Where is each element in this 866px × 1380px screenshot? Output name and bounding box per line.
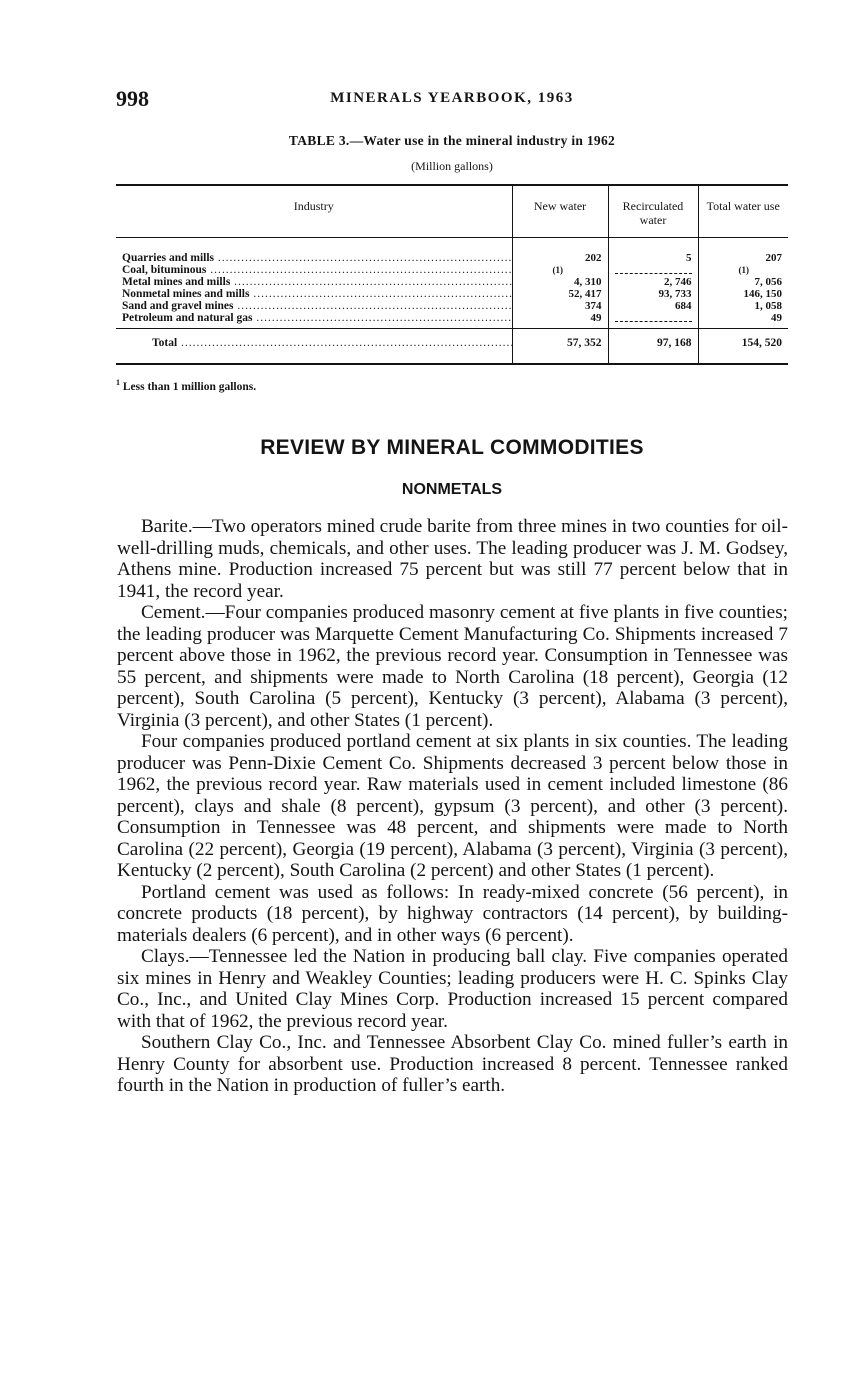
cell-total: 146, 150 xyxy=(698,288,788,300)
paragraph-barite xyxy=(117,516,788,602)
run-in-heading: Cement.— xyxy=(141,602,225,623)
paragraph-text: Southern Clay Co., Inc. and Tennessee Absorbent Clay Co. mined fuller’s earth in Henry County for absorbent use. Production increased 8 percent. Tennessee ranked fourth in the Nation in production of fuller’s earth. xyxy=(117,1032,788,1096)
table-footnote xyxy=(116,378,256,393)
row-industry: Nonmetal mines and mills ..... xyxy=(116,288,512,300)
cell-recirculated: 5 xyxy=(608,238,698,265)
page-number: 998 xyxy=(116,86,149,111)
column-header-total: Total water use xyxy=(698,185,788,238)
run-in-heading: Clays.— xyxy=(141,946,209,967)
total-label: Total ..... xyxy=(116,329,512,365)
row-industry: Sand and gravel mines ..... xyxy=(116,300,512,312)
row-industry: Quarries and mills ..... xyxy=(116,238,512,265)
total-recirculated: 97, 168 xyxy=(608,329,698,365)
section-heading: REVIEW BY MINERAL COMMODITIES xyxy=(260,436,644,459)
table-header-row xyxy=(116,185,788,238)
cell-new-water: 4, 310 xyxy=(512,276,608,288)
cell-new-water: 49 xyxy=(512,312,608,329)
row-industry: Metal mines and mills ..... xyxy=(116,276,512,288)
cell-recirculated: 684 xyxy=(608,300,698,312)
total-total: 154, 520 xyxy=(698,329,788,365)
body-text xyxy=(117,516,788,1097)
paragraph-text: Tennessee led the Nation in producing ball clay. Five companies operated six mines in Henry and Weakley Counties; leading producers were H. C. Spinks Clay Co., Inc., and United Clay Mines Corp. Production increased 15 percent compared with that of 1962, the previous record year. xyxy=(117,946,788,1032)
paragraph-portland-uses xyxy=(117,882,788,947)
table-unit: (Million gallons) xyxy=(411,159,493,173)
cell-total: 49 xyxy=(698,312,788,329)
row-industry: Petroleum and natural gas ..... xyxy=(116,312,512,329)
paragraph-cement xyxy=(117,602,788,731)
cell-new-water: 374 xyxy=(512,300,608,312)
cell-new-water: 202 xyxy=(512,238,608,265)
paragraph-portland xyxy=(117,731,788,882)
cell-new-water: 52, 417 xyxy=(512,288,608,300)
paragraph-text: Two operators mined crude barite from three mines in two counties for oil-well-drilling muds, chemicals, and other uses. The leading producer was J. M. Godsey, Athens mine. Production increased 75 percent but was still 77 percent below that in 1941, the record year. xyxy=(117,516,788,602)
table-row xyxy=(116,312,788,329)
table-total-row xyxy=(116,329,788,365)
table-title: TABLE 3.—Water use in the mineral industry in 1962 xyxy=(288,133,616,148)
running-head xyxy=(116,86,788,112)
paragraph-clays xyxy=(117,946,788,1032)
paragraph-text: Portland cement was used as follows: In ready-mixed concrete (56 percent), in concrete products (18 percent), by highway contractors (14 percent), by building-materials dealers (6 percent), and in other ways (6 percent). xyxy=(117,881,788,946)
table-row xyxy=(116,238,788,265)
column-header-new-water: New water xyxy=(512,185,608,238)
cell-total: 1, 058 xyxy=(698,300,788,312)
cell-total: (1) xyxy=(698,264,788,276)
cell-total: 207 xyxy=(698,238,788,265)
cell-total: 7, 056 xyxy=(698,276,788,288)
table-row xyxy=(116,300,788,312)
cell-recirculated-dash xyxy=(608,312,698,329)
total-new-water: 57, 352 xyxy=(512,329,608,365)
paragraph-text: Four companies produced portland cement at six plants in six counties. The leading producer was Penn-Dixie Cement Co. Shipments decreased 3 percent below those in 1962, the previous record year. Raw materials used in cement included limestone (86 percent), clays and shale (8 percent), gypsum (3 percent), and other (3 percent). Consumption in Tennessee was 48 percent, and shipments were made to North Carolina (22 percent), Georgia (19 percent), Alabama (3 percent), Virginia (3 percent), Kentucky (2 percent), South Carolina (2 percent) and other States (1 percent). xyxy=(117,731,788,881)
water-use-table xyxy=(116,184,788,365)
table-row xyxy=(116,288,788,300)
column-header-recirculated: Recirculated water xyxy=(608,185,698,238)
paragraph-text: Four companies produced masonry cement at five plants in five counties; the leading producer was Marquette Cement Manufacturing Co. Shipments increased 7 percent above those in 1962, the previous record year. Consumption in Tennessee was 55 percent, and shipments were made to North Carolina (18 percent), Georgia (12 percent), South Carolina (5 percent), Kentucky (3 percent), Alabama (3 percent), Virginia (3 percent), and other States (1 percent). xyxy=(117,602,788,731)
column-header-industry: Industry xyxy=(116,185,512,238)
paragraph-fullers-earth xyxy=(117,1032,788,1097)
cell-recirculated: 93, 733 xyxy=(608,288,698,300)
table-row xyxy=(116,264,788,276)
cell-new-water: (1) xyxy=(512,264,608,276)
cell-recirculated: 2, 746 xyxy=(608,276,698,288)
subsection-heading: NONMETALS xyxy=(401,481,503,498)
cell-recirculated-dash xyxy=(608,264,698,276)
footnote-mark: 1 xyxy=(116,378,120,387)
running-title: MINERALS YEARBOOK, 1963 xyxy=(330,90,574,106)
table-row xyxy=(116,276,788,288)
run-in-heading: Barite.— xyxy=(141,516,212,537)
footnote-text: Less than 1 million gallons. xyxy=(122,380,257,393)
row-industry: Coal, bituminous ..... xyxy=(116,264,512,276)
